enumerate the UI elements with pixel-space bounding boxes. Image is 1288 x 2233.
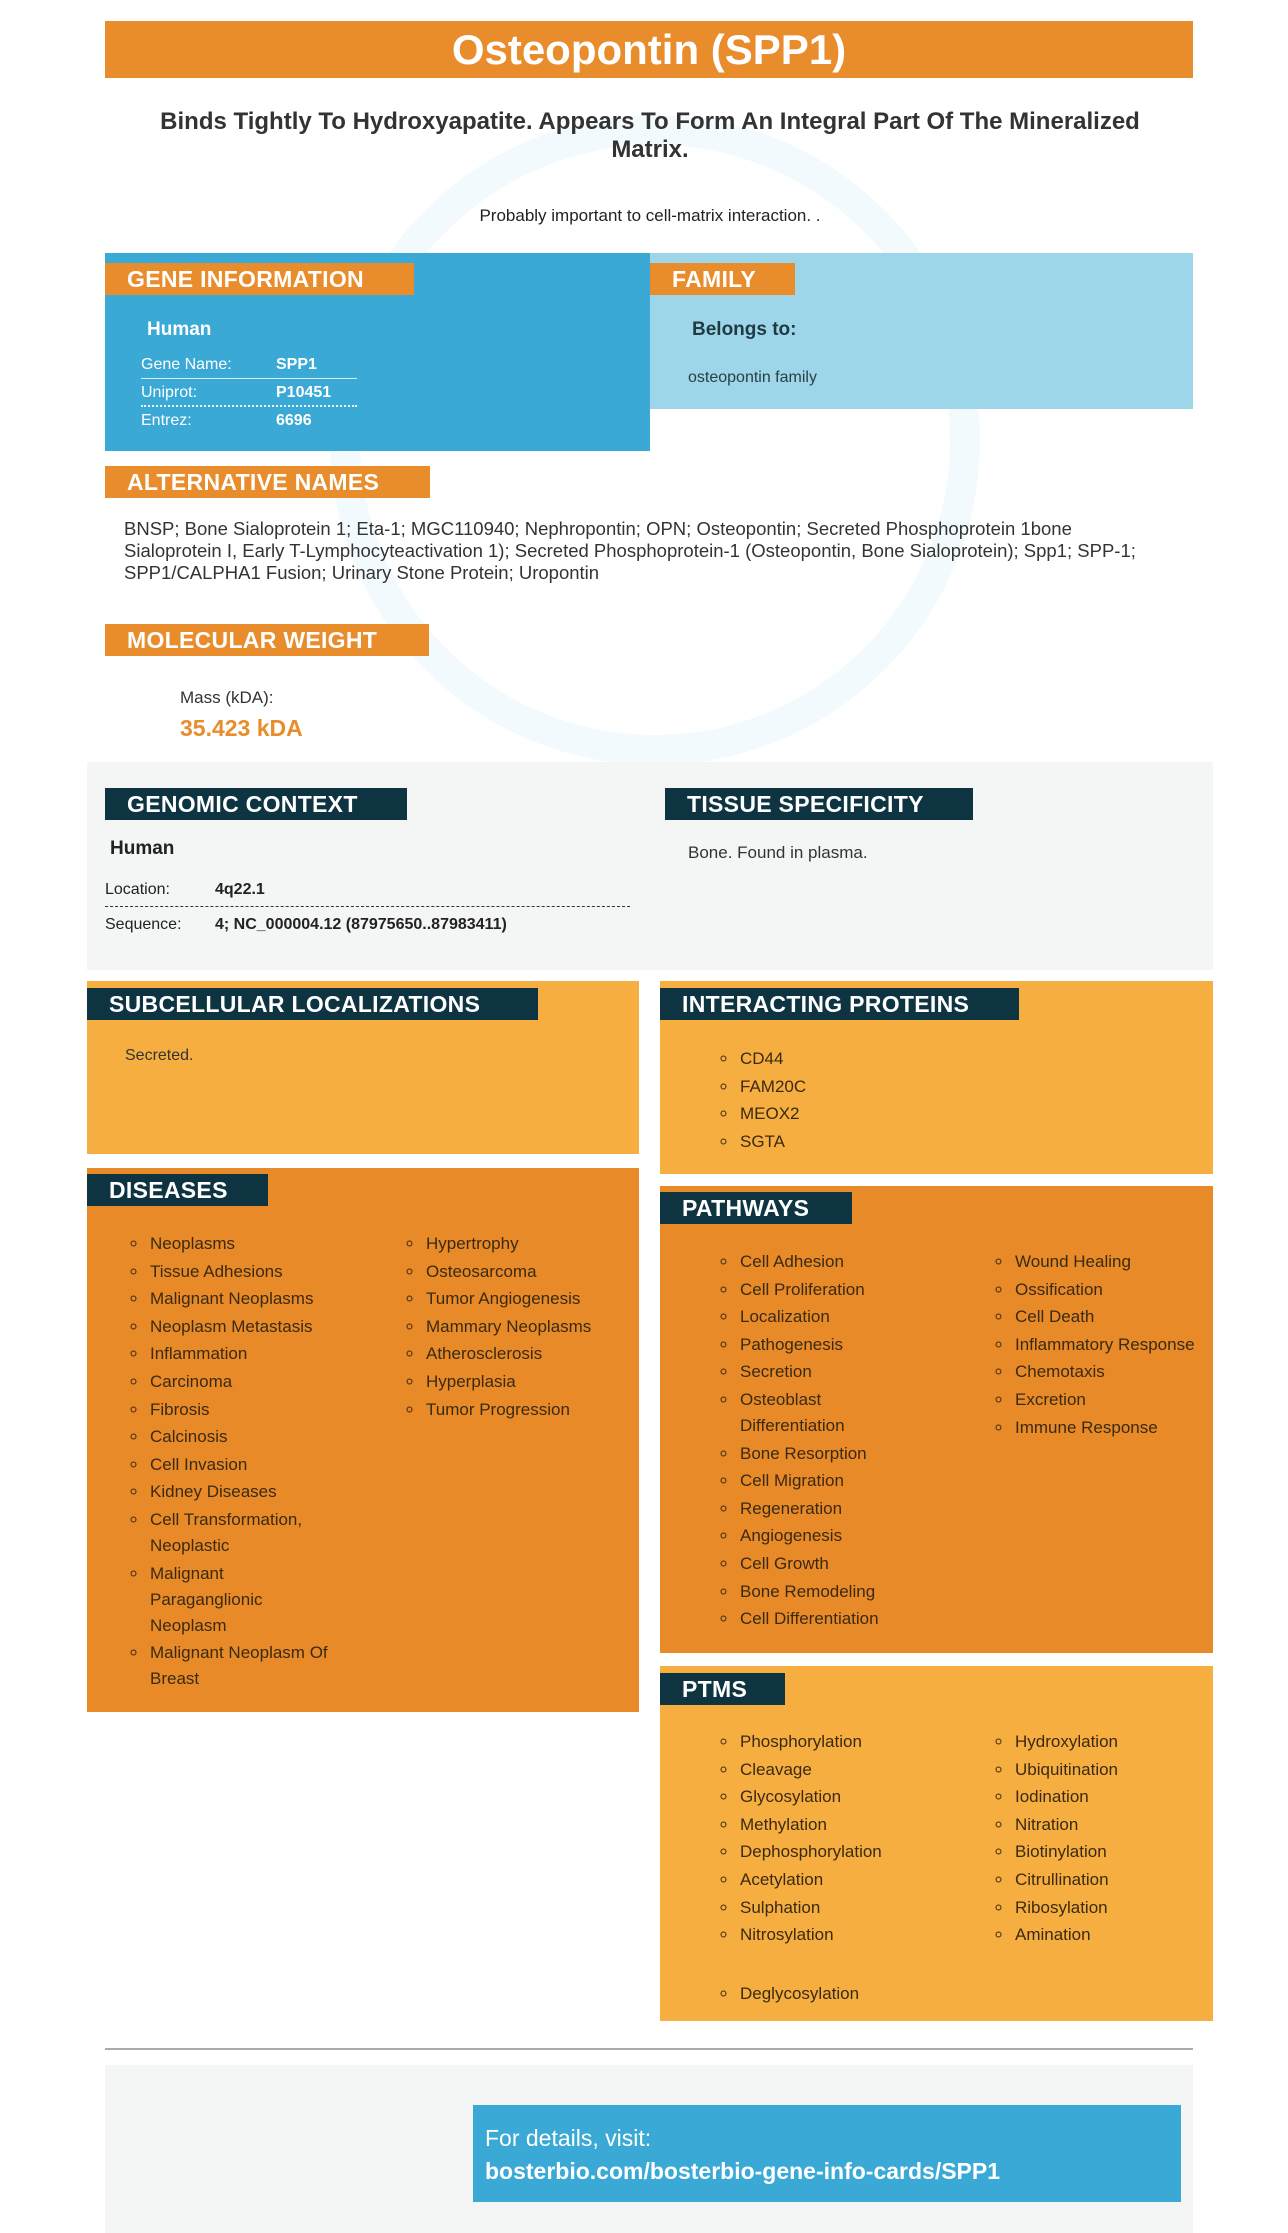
ptms-panel xyxy=(660,1666,1213,2021)
ptms-heading: PTMS xyxy=(660,1673,785,1705)
list-item: ◦ Hypertrophy xyxy=(424,1231,624,1257)
interacting-proteins-heading: INTERACTING PROTEINS xyxy=(660,988,1019,1020)
location-value: 4q22.1 xyxy=(215,881,265,898)
alternative-names-text: BNSP; Bone Sialoprotein 1; Eta-1; MGC110940; Nephropontin; OPN; Osteopontin; Secreted Phosphoprotein 1bone Sialoprotein I, Early T-Lymphocyteactivation 1); Secreted Phosphoprotein-1 (Osteopontin, Bone Sialoprotein); Spp1; SPP-1; SPP1/CALPHA1 Fusion; Urinary Stone Protein; Uropontin xyxy=(124,518,1136,583)
gene-species: Human xyxy=(147,319,212,340)
diseases-list-col1 xyxy=(128,1231,348,1694)
list-item: ◦ Ossification xyxy=(1013,1277,1208,1303)
list-item: ◦ Tissue Adhesions xyxy=(148,1259,348,1285)
details-url-link[interactable]: bosterbio.com/bosterbio-gene-info-cards/SPP1 xyxy=(485,2158,1001,2184)
list-item: ◦ Immune Response xyxy=(1013,1415,1208,1441)
diseases-panel xyxy=(87,1168,639,1712)
molecular-weight-heading: MOLECULAR WEIGHT xyxy=(105,624,429,656)
entrez-value: 6696 xyxy=(276,412,312,429)
alternative-names-heading: ALTERNATIVE NAMES xyxy=(105,466,430,498)
list-item: ◦ Cell Transformation, Neoplastic xyxy=(148,1507,348,1559)
gene-name-row xyxy=(141,351,357,379)
list-item: ◦ Sulphation xyxy=(738,1895,943,1921)
location-row xyxy=(105,873,630,907)
list-item: ◦ Bone Resorption xyxy=(738,1441,943,1467)
gene-name-label: Gene Name: xyxy=(141,356,232,373)
tissue-specificity-heading: TISSUE SPECIFICITY xyxy=(665,788,973,820)
list-item: ◦ Wound Healing xyxy=(1013,1249,1208,1275)
diseases-heading: DISEASES xyxy=(87,1174,268,1206)
list-item: ◦ Secretion xyxy=(738,1359,943,1385)
list-item: ◦ FAM20C xyxy=(738,1074,806,1100)
mass-value: 35.423 kDA xyxy=(180,715,303,741)
list-item: ◦ Deglycosylation xyxy=(738,1981,943,2007)
list-item: ◦ Chemotaxis xyxy=(1013,1359,1208,1385)
ptms-list-col2 xyxy=(993,1729,1208,1950)
gene-name-value: SPP1 xyxy=(276,356,317,373)
list-item: ◦ Regeneration xyxy=(738,1496,943,1522)
list-item: ◦ Kidney Diseases xyxy=(148,1479,348,1505)
sequence-row xyxy=(105,908,630,942)
uniprot-row xyxy=(141,379,357,407)
list-item: ◦ Osteosarcoma xyxy=(424,1259,624,1285)
list-item: ◦ Angiogenesis xyxy=(738,1523,943,1549)
ptms-list-col1 xyxy=(718,1729,943,1950)
uniprot-label: Uniprot: xyxy=(141,384,198,401)
list-item: ◦ Ubiquitination xyxy=(1013,1757,1208,1783)
list-item: ◦ Bone Remodeling xyxy=(738,1579,943,1605)
list-item: ◦ Osteoblast Differentiation xyxy=(738,1387,858,1439)
list-item: ◦ Excretion xyxy=(1013,1387,1208,1413)
list-item: ◦ Fibrosis xyxy=(148,1397,348,1423)
gene-information-heading: GENE INFORMATION xyxy=(105,263,414,295)
list-item: ◦ Acetylation xyxy=(738,1867,943,1893)
pathways-list-col2 xyxy=(993,1249,1208,1442)
list-item: ◦ MEOX2 xyxy=(738,1101,806,1127)
genomic-context-heading: GENOMIC CONTEXT xyxy=(105,788,407,820)
list-item: ◦ Methylation xyxy=(738,1812,943,1838)
details-label: For details, visit: xyxy=(485,2125,652,2151)
interacting-proteins-list xyxy=(718,1046,806,1156)
list-item: ◦ Biotinylation xyxy=(1013,1839,1208,1865)
subcellular-text: Secreted. xyxy=(125,1047,194,1064)
mass-label: Mass (kDA): xyxy=(180,688,274,707)
subcellular-heading: SUBCELLULAR LOCALIZATIONS xyxy=(87,988,538,1020)
family-value: osteopontin family xyxy=(688,369,817,386)
list-item: ◦ Nitration xyxy=(1013,1812,1208,1838)
list-item: ◦ Tumor Progression xyxy=(424,1397,624,1423)
pathways-panel xyxy=(660,1186,1213,1653)
list-item: ◦ Neoplasms xyxy=(148,1231,348,1257)
list-item: ◦ Iodination xyxy=(1013,1784,1208,1810)
list-item: ◦ Mammary Neoplasms xyxy=(424,1314,624,1340)
list-item: ◦ Cell Adhesion xyxy=(738,1249,943,1275)
ptms-list-extra xyxy=(718,1981,943,2009)
entrez-label: Entrez: xyxy=(141,412,192,429)
list-item: ◦ Hydroxylation xyxy=(1013,1729,1208,1755)
list-item: ◦ Cell Migration xyxy=(738,1468,943,1494)
list-item: ◦ Glycosylation xyxy=(738,1784,943,1810)
list-item: ◦ Amination xyxy=(1013,1922,1208,1948)
gene-info-table xyxy=(141,351,357,435)
list-item: ◦ Cell Invasion xyxy=(148,1452,348,1478)
pathways-list-col1 xyxy=(718,1249,943,1634)
list-item: ◦ Cleavage xyxy=(738,1757,943,1783)
list-item: ◦ Hyperplasia xyxy=(424,1369,624,1395)
list-item: ◦ Atherosclerosis xyxy=(424,1341,624,1367)
page-title: Osteopontin (SPP1) xyxy=(105,21,1193,78)
uniprot-value: P10451 xyxy=(276,384,332,401)
family-heading: FAMILY xyxy=(650,263,795,295)
list-item: ◦ Phosphorylation xyxy=(738,1729,943,1755)
genomic-species: Human xyxy=(110,838,175,859)
list-item: ◦ Citrullination xyxy=(1013,1867,1208,1893)
list-item: ◦ Cell Growth xyxy=(738,1551,943,1577)
list-item: ◦ Calcinosis xyxy=(148,1424,348,1450)
sequence-value: 4; NC_000004.12 (87975650..87983411) xyxy=(215,916,507,933)
details-link-box[interactable] xyxy=(473,2105,1181,2202)
pathways-heading: PATHWAYS xyxy=(660,1192,852,1224)
list-item: ◦ Tumor Angiogenesis xyxy=(424,1286,624,1312)
list-item: ◦ Pathogenesis xyxy=(738,1332,943,1358)
list-item: ◦ Malignant Neoplasms xyxy=(148,1286,348,1312)
list-item: ◦ Neoplasm Metastasis xyxy=(148,1314,348,1340)
list-item: ◦ Cell Differentiation xyxy=(738,1606,943,1632)
entrez-row xyxy=(141,407,357,435)
list-item: ◦ Dephosphorylation xyxy=(738,1839,943,1865)
list-item: ◦ CD44 xyxy=(738,1046,806,1072)
list-item: ◦ Carcinoma xyxy=(148,1369,348,1395)
list-item: ◦ Inflammation xyxy=(148,1341,348,1367)
list-item: ◦ Localization xyxy=(738,1304,943,1330)
protein-function-summary: Binds Tightly To Hydroxyapatite. Appears To Form An Integral Part Of The Mineralized Matrix. xyxy=(160,108,1140,163)
list-item: ◦ Inflammatory Response xyxy=(1013,1332,1208,1358)
footer-divider xyxy=(105,2048,1193,2050)
list-item: ◦ Nitrosylation xyxy=(738,1922,943,1948)
list-item: ◦ Cell Death xyxy=(1013,1304,1208,1330)
diseases-list-col2 xyxy=(404,1231,624,1424)
list-item: ◦ Cell Proliferation xyxy=(738,1277,943,1303)
family-belongs-label: Belongs to: xyxy=(692,319,797,340)
list-item: ◦ Ribosylation xyxy=(1013,1895,1208,1921)
protein-description: Probably important to cell-matrix interaction. . xyxy=(479,206,821,225)
list-item: ◦ Malignant Neoplasm Of Breast xyxy=(148,1640,348,1692)
location-label: Location: xyxy=(105,881,170,898)
list-item: ◦ Malignant Paraganglionic Neoplasm xyxy=(148,1561,288,1639)
list-item: ◦ SGTA xyxy=(738,1129,806,1155)
tissue-specificity-text: Bone. Found in plasma. xyxy=(688,843,868,862)
sequence-label: Sequence: xyxy=(105,916,182,933)
